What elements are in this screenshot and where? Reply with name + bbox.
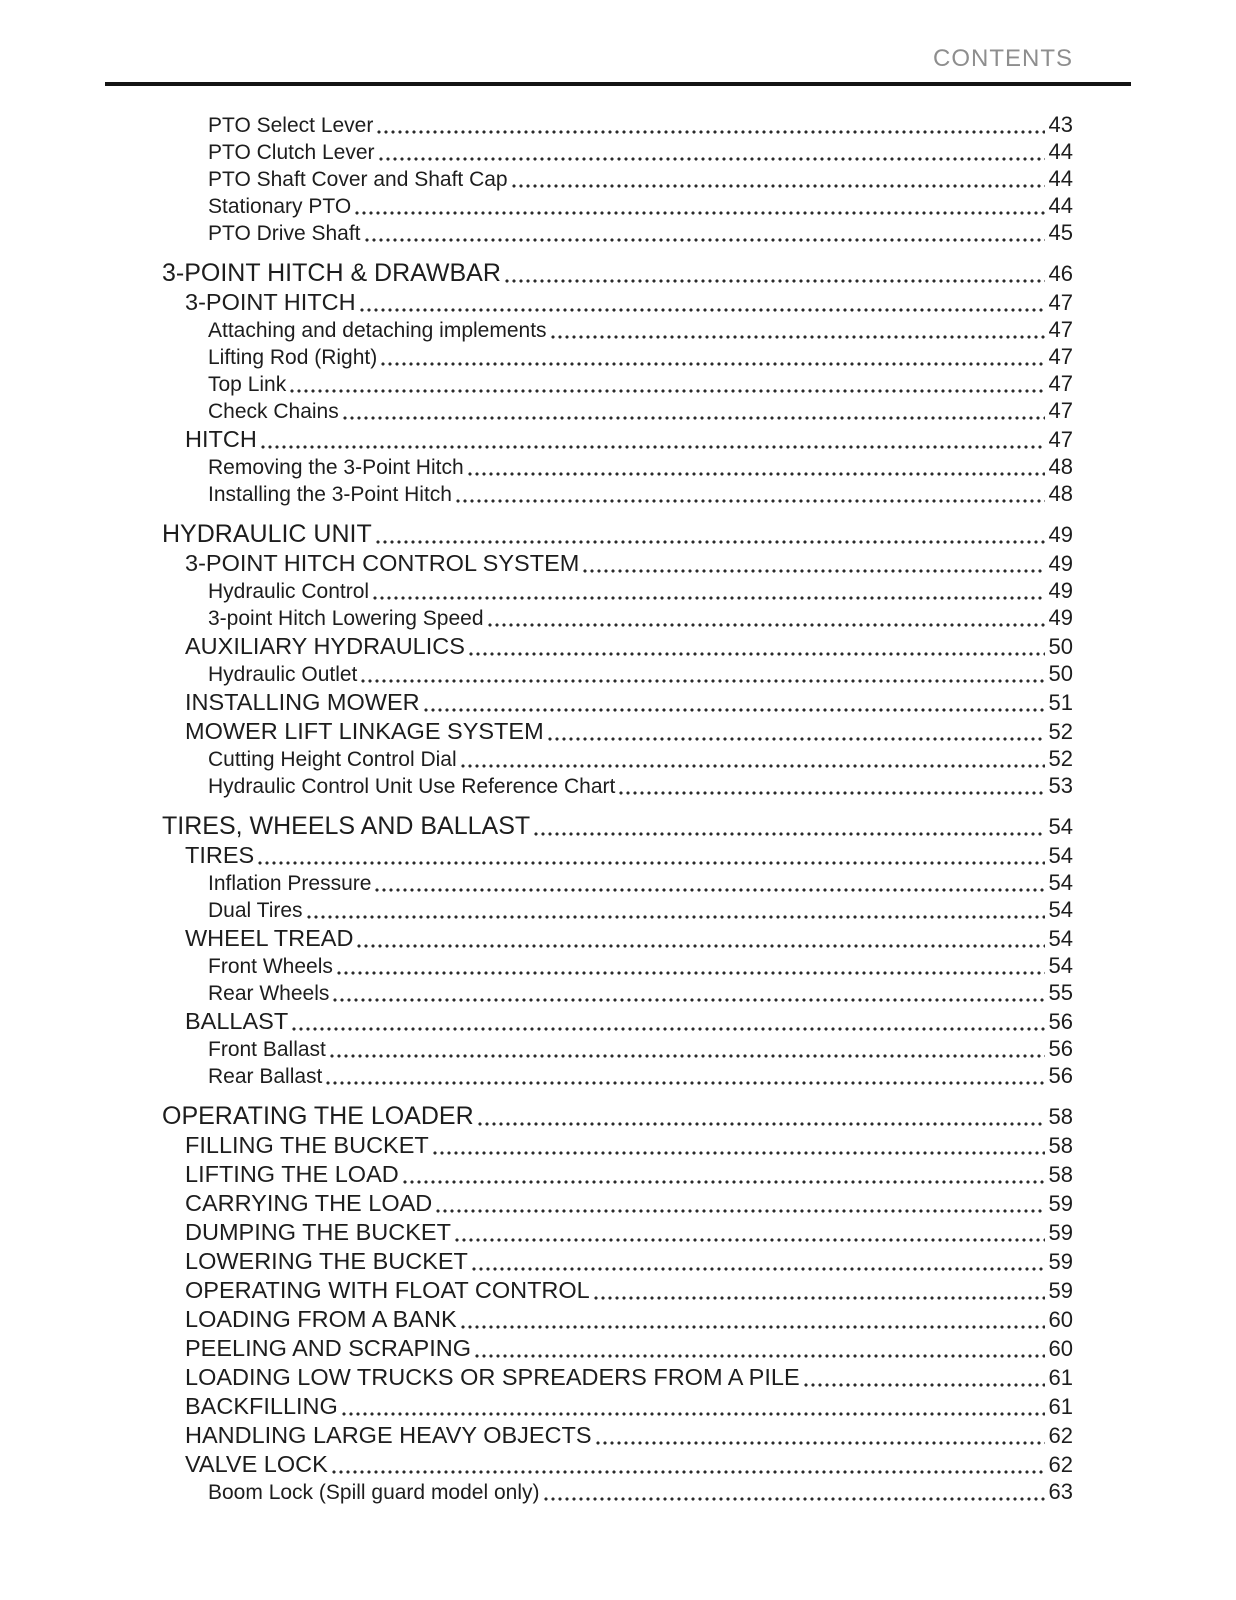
toc-entry-page: 52 [1048,746,1073,771]
toc-entry [208,578,1073,605]
toc-entry-page: 49 [1048,522,1073,547]
dot-leader [343,416,1045,420]
toc-entry [208,746,1073,773]
toc-entry-page: 61 [1048,1394,1073,1419]
toc-entry-page: 44 [1048,166,1073,191]
toc-entry-page: 62 [1048,1452,1073,1477]
page-header-title: CONTENTS [933,45,1073,72]
toc-entry-label: 3-POINT HITCH [185,289,356,315]
toc-entry [208,773,1073,800]
toc-entry [208,344,1073,371]
toc-entry [185,1160,1073,1189]
toc-section [162,1102,1073,1506]
toc-entry-page: 56 [1048,1036,1073,1061]
toc-entry [185,1334,1073,1363]
toc-entry [208,605,1073,632]
toc-entry-page: 58 [1048,1162,1073,1187]
dot-leader [505,279,1045,283]
toc-entry-page: 49 [1048,551,1073,576]
dot-leader [594,1296,1045,1300]
toc-entry-label: WHEEL TREAD [185,925,354,951]
toc-entry-label: Boom Lock (Spill guard model only) [208,1481,540,1504]
toc-entry [185,1305,1073,1334]
dot-leader [292,1027,1044,1031]
toc-entry-label: FILLING THE BUCKET [185,1132,429,1158]
toc-entry-label: Hydraulic Control Unit Use Reference Chart [208,775,616,798]
toc-entry-label: 3-POINT HITCH & DRAWBAR [162,259,501,287]
toc-entry [208,481,1073,508]
toc-entry-label: Installing the 3-Point Hitch [208,483,452,506]
toc-entry-label: OPERATING WITH FLOAT CONTROL [185,1277,590,1303]
toc-entry-page: 48 [1048,454,1073,479]
dot-leader [355,211,1044,215]
toc-entry [208,897,1073,924]
toc-entry [208,870,1073,897]
toc-entry [185,717,1073,746]
toc-entry-label: AUXILIARY HYDRAULICS [185,633,465,659]
toc-entry [185,688,1073,717]
toc-entry [208,1063,1073,1090]
toc-entry-label: HANDLING LARGE HEAVY OBJECTS [185,1422,592,1448]
toc-entry-page: 49 [1048,578,1073,603]
toc-entry [208,661,1073,688]
dot-leader [534,832,1044,836]
toc-entry-page: 46 [1048,261,1073,286]
toc-entry-page: 63 [1048,1479,1073,1504]
toc-entry [185,1363,1073,1392]
dot-leader [365,238,1045,242]
toc-entry [208,1479,1073,1506]
toc-entry-label: Hydraulic Control [208,580,370,603]
toc-entry-page: 47 [1048,371,1073,396]
dot-leader [461,1325,1045,1329]
toc-entry-label: Front Ballast [208,1038,326,1061]
dot-leader [290,389,1044,393]
toc-entry-page: 59 [1048,1220,1073,1245]
toc-entry-page: 49 [1048,605,1073,630]
dot-leader [258,861,1044,865]
toc-entry-page: 50 [1048,661,1073,686]
toc-entry-page: 47 [1048,290,1073,315]
toc-entry [162,1102,1073,1131]
toc-entry-label: BACKFILLING [185,1393,338,1419]
toc-entry-page: 52 [1048,719,1073,744]
dot-leader [455,1238,1045,1242]
toc-entry-page: 54 [1048,897,1073,922]
toc-entry-page: 59 [1048,1191,1073,1216]
toc-entry [208,220,1073,247]
toc-entry-label: Inflation Pressure [208,872,372,895]
toc-entry-label: INSTALLING MOWER [185,689,420,715]
dot-leader [475,1354,1045,1358]
dot-leader [261,445,1045,449]
toc-entry [185,1392,1073,1421]
toc-entry [208,317,1073,344]
toc-entry-label: Front Wheels [208,955,333,978]
toc-entry-page: 56 [1048,1063,1073,1088]
toc-entry-label: PTO Select Lever [208,114,374,137]
toc-entry-label: OPERATING THE LOADER [162,1102,474,1130]
toc-entry [185,425,1073,454]
toc-entry [208,398,1073,425]
dot-leader [548,737,1045,741]
toc-entry-page: 54 [1048,953,1073,978]
toc-entry-page: 50 [1048,634,1073,659]
toc-entry-page: 54 [1048,814,1073,839]
toc-entry-page: 58 [1048,1133,1073,1158]
table-of-contents [162,112,1073,1506]
toc-entry-label: PTO Clutch Lever [208,141,375,164]
toc-entry [208,1036,1073,1063]
dot-leader [424,708,1045,712]
toc-entry-page: 47 [1048,344,1073,369]
toc-entry-label: Dual Tires [208,899,303,922]
dot-leader [456,499,1045,503]
toc-entry-page: 60 [1048,1307,1073,1332]
toc-entry-page: 61 [1048,1365,1073,1390]
toc-entry-page: 54 [1048,870,1073,895]
toc-entry-label: CARRYING THE LOAD [185,1190,433,1216]
toc-entry [185,549,1073,578]
dot-leader [333,998,1044,1002]
dot-leader [337,971,1045,975]
toc-entry-page: 48 [1048,481,1073,506]
dot-leader [377,130,1044,134]
toc-entry-page: 55 [1048,980,1073,1005]
toc-entry-page: 51 [1048,690,1073,715]
dot-leader [376,540,1045,544]
dot-leader [360,308,1045,312]
toc-section [162,259,1073,508]
header-rule [105,82,1131,86]
toc-entry-page: 47 [1048,427,1073,452]
toc-entry-label: VALVE LOCK [185,1451,328,1477]
toc-entry-label: MOWER LIFT LINKAGE SYSTEM [185,718,544,744]
dot-leader [461,764,1045,768]
dot-leader [472,1267,1045,1271]
toc-entry-page: 56 [1048,1009,1073,1034]
toc-entry [208,112,1073,139]
dot-leader [619,791,1044,795]
toc-entry [185,1247,1073,1276]
toc-entry-label: Removing the 3-Point Hitch [208,456,464,479]
dot-leader [330,1054,1045,1058]
toc-entry-label: Rear Ballast [208,1065,323,1088]
toc-entry-label: Stationary PTO [208,195,352,218]
toc-section [162,112,1073,247]
toc-entry-page: 60 [1048,1336,1073,1361]
dot-leader [436,1209,1044,1213]
dot-leader [583,569,1044,573]
toc-entry-label: PEELING AND SCRAPING [185,1335,471,1361]
dot-leader [512,184,1045,188]
toc-entry-label: Attaching and detaching implements [208,319,547,342]
dot-leader [544,1497,1045,1501]
toc-entry-page: 47 [1048,398,1073,423]
toc-entry-label: LOADING FROM A BANK [185,1306,457,1332]
dot-leader [596,1441,1045,1445]
toc-entry-page: 44 [1048,139,1073,164]
toc-entry-label: Rear Wheels [208,982,330,1005]
dot-leader [379,157,1045,161]
toc-entry-page: 59 [1048,1249,1073,1274]
toc-entry-label: PTO Shaft Cover and Shaft Cap [208,168,508,191]
dot-leader [551,335,1045,339]
dot-leader [373,596,1044,600]
toc-entry [185,288,1073,317]
dot-leader [478,1122,1045,1126]
toc-entry-page: 54 [1048,926,1073,951]
toc-entry [208,371,1073,398]
dot-leader [342,1412,1045,1416]
toc-entry-label: Hydraulic Outlet [208,663,358,686]
toc-entry [185,1218,1073,1247]
dot-leader [332,1470,1045,1474]
toc-entry-label: HYDRAULIC UNIT [162,520,372,548]
toc-entry-label: Top Link [208,373,287,396]
toc-entry-page: 45 [1048,220,1073,245]
dot-leader [804,1383,1045,1387]
toc-entry-page: 44 [1048,193,1073,218]
toc-entry [185,1189,1073,1218]
toc-entry [185,1450,1073,1479]
toc-entry [185,632,1073,661]
toc-entry [208,193,1073,220]
dot-leader [381,362,1044,366]
toc-entry-label: LOWERING THE BUCKET [185,1248,468,1274]
toc-entry-label: 3-point Hitch Lowering Speed [208,607,484,630]
dot-leader [403,1180,1045,1184]
toc-entry-page: 53 [1048,773,1073,798]
toc-entry-page: 62 [1048,1423,1073,1448]
toc-entry [185,841,1073,870]
toc-entry [208,454,1073,481]
toc-entry-label: HITCH [185,426,257,452]
toc-entry [162,520,1073,549]
dot-leader [361,679,1044,683]
toc-entry [208,139,1073,166]
toc-entry-page: 54 [1048,843,1073,868]
toc-entry-label: DUMPING THE BUCKET [185,1219,451,1245]
dot-leader [469,652,1045,656]
toc-entry-page: 47 [1048,317,1073,342]
dot-leader [307,915,1045,919]
toc-entry-page: 58 [1048,1104,1073,1129]
toc-entry-label: TIRES [185,842,255,868]
toc-entry-label: 3-POINT HITCH CONTROL SYSTEM [185,550,580,576]
toc-entry-label: Check Chains [208,400,339,423]
dot-leader [468,472,1045,476]
dot-leader [357,944,1044,948]
toc-entry [208,980,1073,1007]
dot-leader [375,888,1044,892]
toc-entry-page: 43 [1048,112,1073,137]
toc-entry [162,259,1073,288]
toc-section [162,812,1073,1090]
toc-entry-label: BALLAST [185,1008,289,1034]
toc-entry-label: LOADING LOW TRUCKS OR SPREADERS FROM A PILE [185,1364,800,1390]
toc-entry [162,812,1073,841]
toc-entry-label: Cutting Height Control Dial [208,748,457,771]
toc-entry-label: LIFTING THE LOAD [185,1161,399,1187]
toc-entry-label: Lifting Rod (Right) [208,346,378,369]
dot-leader [488,623,1045,627]
toc-entry [208,953,1073,980]
toc-entry-label: TIRES, WHEELS AND BALLAST [162,812,531,840]
toc-section [162,520,1073,800]
toc-entry [185,1276,1073,1305]
toc-entry [185,1131,1073,1160]
toc-entry [208,166,1073,193]
toc-entry-label: PTO Drive Shaft [208,222,361,245]
toc-entry [185,1007,1073,1036]
toc-entry-page: 59 [1048,1278,1073,1303]
toc-entry [185,1421,1073,1450]
dot-leader [326,1081,1044,1085]
toc-entry [185,924,1073,953]
dot-leader [433,1151,1045,1155]
